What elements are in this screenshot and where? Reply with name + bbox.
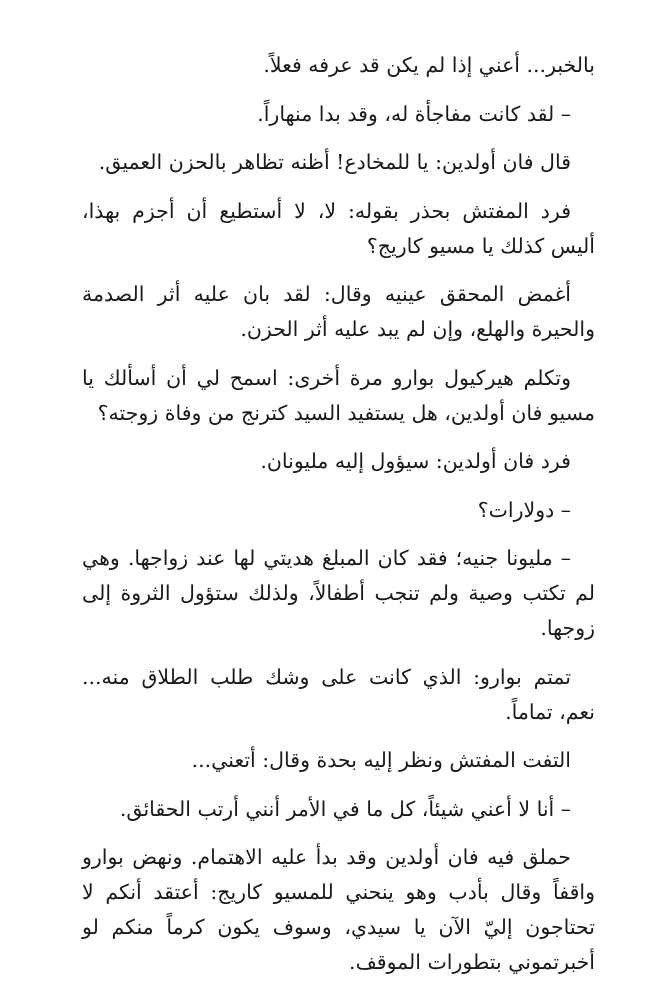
paragraph-7: فرد فان أولدين: سيؤول إليه مليونان. xyxy=(260,449,571,473)
paragraph-4: فرد المفتش بحذر بقوله: لا، لا أستطيع أن أجزم بهذا، أليس كذلك يا مسيو كاريج؟ xyxy=(82,198,595,258)
paragraph-11: التفت المفتش ونظر إليه بحدة وقال: أتعني... xyxy=(191,748,571,772)
paragraph-1: بالخبر... أعني إذا لم يكن قد عرفه فعلاً. xyxy=(263,53,595,77)
paragraph-3: قال فان أولدين: يا للمخادع! أظنه تظاهر بالحزن العميق. xyxy=(98,150,571,174)
paragraph-10: تمتم بوارو: الذي كانت على وشك طلب الطلاق منه... نعم، تماماً. xyxy=(82,664,595,724)
paragraph-12: – أنا لا أعني شيئاً، كل ما في الأمر أنني أرتب الحقائق. xyxy=(119,796,571,821)
paragraph-9: – مليونا جنيه؛ فقد كان المبلغ هديتي لها عند زواجها. وهي لم تكتب وصية ولم تنجب أطفالاً، ولذلك ستؤول الثروة إلى زوجها. xyxy=(82,546,595,640)
paragraph-2: – لقد كانت مفاجأة له، وقد بدا منهاراً. xyxy=(257,101,571,126)
paragraph-8: – دولارات؟ xyxy=(477,497,571,522)
paragraph-5: أغمض المحقق عينيه وقال: لقد بان عليه أثر الصدمة والحيرة والهلع، وإن لم يبد عليه أثر الحزن. xyxy=(82,282,595,341)
paragraph-13: حملق فيه فان أولدين وقد بدأ عليه الاهتمام. ونهض بوارو واقفاً وقال بأدب وهو ينحني للمسيو كاريج: أعتقد أنكم لا تحتاجون إليّ الآن يا سيدي، وسوف يكون كرماً منكم لو أخبرتموني بتطورات الموقف. xyxy=(82,845,595,974)
paragraph-6: وتكلم هيركيول بوارو مرة أخرى: اسمح لي أن أسألك يا مسيو فان أولدين، هل يستفيد السيد كترنج من وفاة زوجته؟ xyxy=(82,365,595,425)
